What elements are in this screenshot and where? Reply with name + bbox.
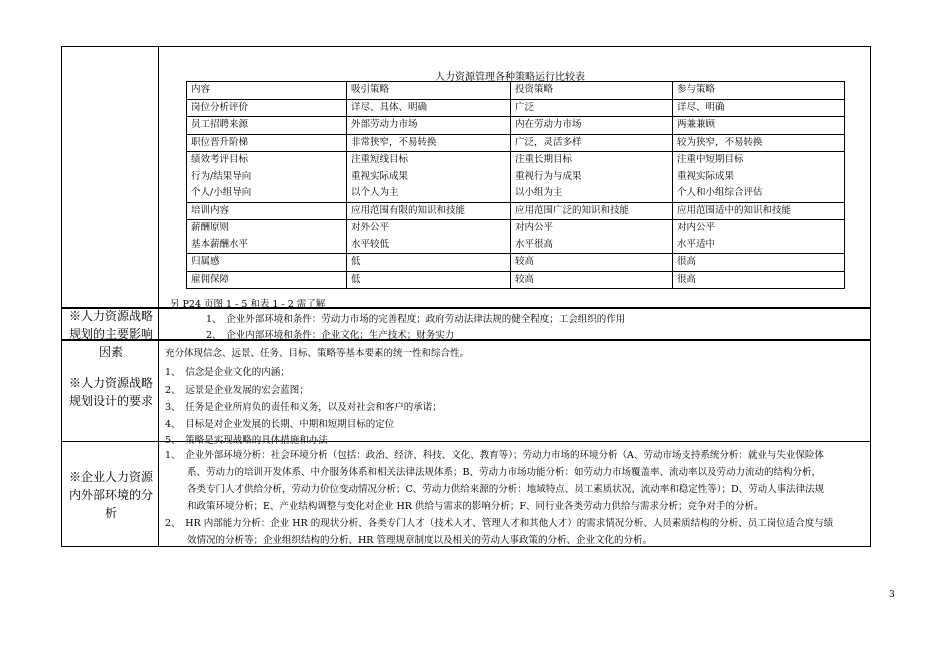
table-cell-line: 水平较低	[351, 238, 390, 250]
table-cell-line: 水平适中	[677, 238, 716, 250]
table-cell-line: 对内公平	[515, 222, 554, 233]
table-header-cell: 吸引策略	[347, 82, 511, 100]
table-row	[187, 254, 845, 272]
table-cell-line: 对内公平	[677, 222, 716, 233]
table-cell	[511, 134, 673, 152]
section-divider-2	[61, 339, 871, 341]
requirements-item-1: 1、 信念是企业文化的内涵；	[165, 367, 290, 378]
table-cell-line: 雇佣保障	[191, 273, 230, 285]
table-cell	[511, 117, 673, 135]
table-cell-line: 详尽、明确	[677, 101, 725, 113]
table-cell-line: 注重短线目标	[351, 154, 409, 165]
table-cell-line: 重视实际成果	[351, 170, 409, 182]
table-cell	[673, 99, 845, 117]
factors-label: ※人力资源战略规划的主要影响因素	[68, 309, 153, 359]
table-row	[187, 202, 845, 220]
table-cell	[187, 271, 347, 289]
table-cell	[673, 117, 845, 135]
table-cell-line: 员工招聘来源	[191, 119, 249, 130]
table-cell	[347, 117, 511, 135]
table-cell	[347, 220, 511, 254]
table-cell	[673, 134, 845, 152]
table-cell-line: 个人和小组综合评估	[677, 187, 763, 198]
environment-label: ※企业人力资源内外部环境的分析	[68, 470, 153, 520]
table-cell	[187, 152, 347, 203]
table-cell-line: 较高	[515, 273, 535, 285]
environment-p1-line-4: 和政策环境分析；E、产业结构调整与变化对企业 HR 供给与需求的影响分析；F、同行业各类劳动力供给与需求分析；竞争对手的分析。	[187, 501, 764, 512]
table-cell-line: 应用范围适中的知识和技能	[677, 204, 792, 216]
table-header-cell: 投资策略	[511, 82, 673, 100]
table-header-row	[187, 82, 845, 100]
table-cell	[511, 99, 673, 117]
table-cell	[187, 254, 347, 272]
table-cell-line: 广泛，灵活多样	[515, 136, 582, 148]
table-cell-line: 岗位分析评价	[191, 101, 249, 113]
strategy-comparison-table	[186, 81, 845, 289]
table-cell-line: 职位晋升阶梯	[191, 136, 249, 148]
table-cell-line: 外部劳动力市场	[351, 119, 418, 130]
table-cell	[673, 254, 845, 272]
table-cell	[511, 271, 673, 289]
table-cell	[673, 271, 845, 289]
page-number: 3	[889, 590, 895, 600]
table-caption: 人力资源管理各种策略运行比较表	[435, 72, 585, 83]
environment-p1-line-1: 1、 企业外部环境分析：社会环境分析（包括：政治、经济、科技、文化、教育等）；劳动力市场的环境分析（A、劳动市场支持系统分析：就业与失业保险体	[165, 450, 824, 461]
environment-p2-line-2: 效情况的分析等；企业组织结构的分析、HR 管理规章制度以及相关的劳动人事政策的分析、企业文化的分析。	[187, 535, 652, 546]
table-cell-line: 非常狭窄，不易转换	[351, 136, 437, 148]
factors-item-2: 2、 企业内部环境和条件：企业文化；生产技术；财务实力	[206, 330, 455, 341]
table-cell-line: 注重中短期目标	[677, 154, 744, 165]
table-cell	[511, 152, 673, 203]
table-row	[187, 99, 845, 117]
table-cell	[187, 220, 347, 254]
table-cell	[673, 202, 845, 220]
table-cell	[187, 117, 347, 135]
table-cell	[187, 99, 347, 117]
table-cell-line: 绩效考评目标	[191, 154, 249, 165]
table-cell-line: 培训内容	[191, 204, 230, 216]
table-cell-line: 低	[351, 256, 361, 267]
table-cell-line: 较为狭窄，不易转换	[677, 136, 763, 148]
table-cell-line: 应用范围广泛的知识和技能	[515, 204, 630, 216]
requirements-item-5: 5、 策略是实现战略的具体措施和办法	[165, 435, 328, 446]
table-cell	[347, 99, 511, 117]
table-cell	[511, 220, 673, 254]
table-cell	[347, 134, 511, 152]
table-header-cell: 内容	[187, 82, 347, 100]
table-cell	[347, 152, 511, 203]
table-cell-line: 基本薪酬水平	[191, 238, 249, 250]
table-cell-line: 水平很高	[515, 238, 554, 250]
table-row	[187, 134, 845, 152]
table-cell-line: 薪酬原则	[191, 222, 230, 233]
table-cell	[511, 254, 673, 272]
table-cell	[347, 202, 511, 220]
table-cell	[347, 271, 511, 289]
environment-p1-line-3: 各类专门人才供给分析，劳动力价位变动情况分析；C、劳动力供给来源的分析：地域特点、员工素质状况、流动率和稳定性等）；D、劳动人事法律法规	[187, 484, 825, 495]
table-cell	[187, 134, 347, 152]
table-cell-line: 个人/小组导向	[191, 187, 252, 198]
table-row	[187, 220, 845, 254]
table-cell-line: 对外公平	[351, 222, 390, 233]
table-cell-line: 归属感	[191, 256, 220, 267]
table-cell-line: 以小组为主	[515, 187, 563, 198]
table-cell-line: 低	[351, 273, 361, 285]
table-cell	[673, 220, 845, 254]
table-cell-line: 注重长期目标	[515, 154, 573, 165]
table-cell-line: 很高	[677, 256, 697, 267]
factors-item-1: 1、 企业外部环境和条件：劳动力市场的完善程度；政府劳动法律法规的健全程度；工会组织的作用	[206, 314, 626, 325]
requirements-intro: 充分体现信念、远景、任务、目标、策略等基本要素的统一性和综合性。	[165, 348, 470, 359]
table-cell-line: 很高	[677, 273, 697, 285]
table-note: 另 P24 页图 1 - 5 和表 1 - 2 需了解	[170, 299, 326, 310]
table-cell-line: 两兼兼顾	[677, 119, 716, 130]
table-cell-line: 行为/结果导向	[191, 170, 252, 182]
table-row	[187, 271, 845, 289]
table-cell	[511, 202, 673, 220]
table-cell-line: 详尽、具体、明确	[351, 101, 428, 113]
table-cell-line: 较高	[515, 256, 535, 267]
table-cell	[187, 202, 347, 220]
table-header-cell: 参与策略	[673, 82, 845, 100]
requirements-item-3: 3、 任务是企业所肩负的责任和义务，以及对社会和客户的承诺；	[165, 402, 442, 413]
table-row	[187, 152, 845, 203]
table-cell-line: 以个人为主	[351, 187, 399, 198]
column-divider	[158, 46, 159, 547]
table-cell	[673, 152, 845, 203]
requirements-item-2: 2、 远景是企业发展的宏会蓝图；	[165, 385, 309, 396]
requirements-label: ※人力资源战略规划设计的要求	[68, 376, 153, 408]
environment-p1-line-2: 系、劳动力的培训开发体系、中介服务体系和相关法律法规体系；B、劳动力市场功能分析：如劳动力市场覆盖率、流动率以及劳动力流动的结构分析，	[187, 467, 821, 478]
environment-p2-line-1: 2、 HR 内部能力分析：企业 HR 的现状分析、各类专门人才（技术人才、管理人才和其他人才）的需求情况分析、人员素质结构的分析、员工岗位适合度与绩	[165, 518, 834, 529]
table-cell	[347, 254, 511, 272]
table-row	[187, 117, 845, 135]
table-cell-line: 应用范围有限的知识和技能	[351, 204, 466, 216]
table-cell-line: 重视行为与成果	[515, 170, 582, 182]
requirements-item-4: 4、 目标是对企业发展的长期、中期和短期目标的定位	[165, 419, 395, 430]
table-cell-line: 广泛	[515, 101, 535, 113]
table-cell-line: 重视实际成果	[677, 170, 735, 182]
table-cell-line: 内在劳动力市场	[515, 119, 582, 130]
